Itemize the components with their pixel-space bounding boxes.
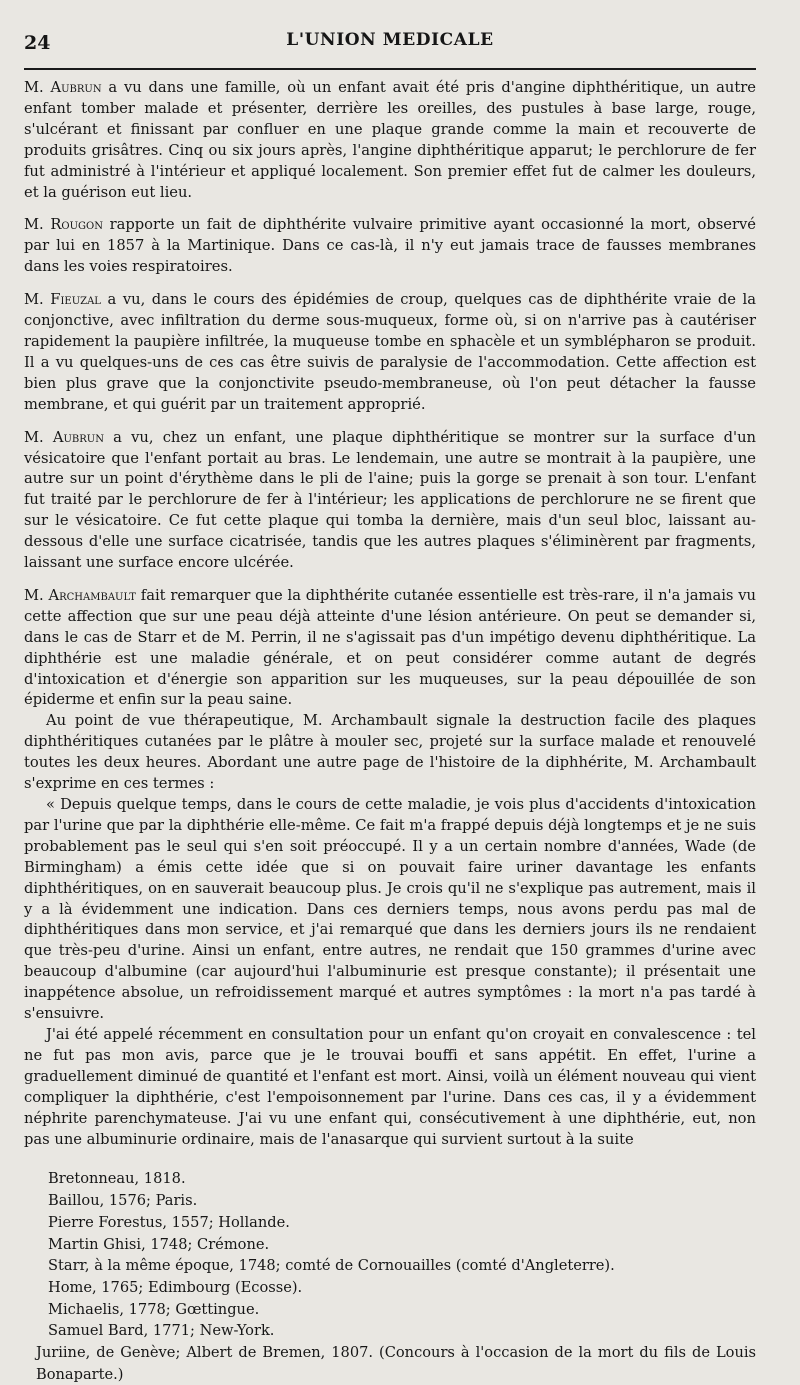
speaker-name: M. Archambault	[24, 586, 136, 604]
speaker-name: M. Fieuzal	[24, 291, 101, 309]
footnote-entry: Home, 1765; Edimbourg (Ecosse).	[48, 1278, 303, 1296]
paragraph	[24, 215, 756, 278]
journal-title: L'UNION MEDICALE	[286, 30, 494, 50]
paragraph-text: rapporte un fait de diphthérite vulvaire primitive ayant occasionné la mort, observé par lui en 1857 à la Martinique. Dans ce cas-là, il n'y eut jamais trace de fausses membranes dans les voies respiratoires.	[24, 216, 756, 276]
footnote-entry: Bretonneau, 1818.	[48, 1170, 186, 1188]
speaker-name: M. Aubrun	[24, 79, 102, 96]
paragraph	[24, 711, 756, 795]
paragraph	[24, 586, 756, 711]
paragraph-text: J'ai été appelé récemment en consultation pour un enfant qu'on croyait en convalescence : tel ne fut pas mon avis, parce que je le trouvai bouffi et sans appétit. En effet, l'urine a graduellement diminué de quantité et l'enfant est mort. Ainsi, voilà un élément nouveau qui vient compliquer la diphthérie, c'est l'empoisonnement par l'urine. Dans ces cas, il y a évidemment néphrite parenchymateuse. J'ai vu une enfant qui, consécutivement à une diphthérie, eut, non pas une albuminurie ordinaire, mais de l'anasarque qui survient surtout à la suite	[24, 1025, 756, 1148]
footnote-entry: Martin Ghisi, 1748; Crémone.	[48, 1235, 270, 1253]
paragraph-text: Au point de vue thérapeutique, M. Archambault signale la destruction facile des plaques diphthéritiques cutanées par le plâtre à mouler sec, projeté sur la surface malade et renouvelé toutes les deux heures. Abordant une autre page de l'histoire de la diphhérite, M. Archambault s'exprime en ces termes :	[24, 712, 756, 793]
footnote-entry: Baillou, 1576; Paris.	[48, 1192, 198, 1210]
header-rule	[24, 68, 756, 70]
paragraph	[24, 290, 756, 415]
paragraph-text: fait remarquer que la diphthérite cutanée essentielle est très-rare, il n'a jamais vu cette affection que sur une peau déjà atteinte d'une lésion antérieure. On peut se demander si, dans le cas de Starr et de M. Perrin, il ne s'agissait pas d'un impétigo devenu diphthéritique. La diphthérie est une maladie générale, et on peut considérer comme autant de degrés d'intoxication et d'énergie son apparition sur les muqueuses, sur la peau dépouillée de son épiderme et enfin sur la peau saine.	[24, 586, 756, 709]
footnote-entry: Michaelis, 1778; Gœttingue.	[48, 1300, 260, 1318]
paragraph-text: « Depuis quelque temps, dans le cours de cette maladie, je vois plus d'accidents d'intoxication par l'urine que par la diphthérie elle-même. Ce fait m'a frappé depuis déjà longtemps et je ne suis probablement pas le seul qui s'en soit préoccupé. Il y a un certain nombre d'années, Wade (de Birmingham) a émis cette idée que si on pouvait faire uriner davantage les enfants diphthéritiques, on en sauverait beaucoup plus. Je crois qu'il ne s'explique pas autrement, mais il y a là évidemment une indication. Dans ces derniers temps, nous avons perdu pas mal de diphthéritiques dans mon service, et j'ai remarqué que dans les derniers jours ils ne rendaient que très-peu d'urine. Ainsi un enfant, entre autres, ne rendait que 150 grammes d'urine avec beaucoup d'albumine (car aujourd'hui l'albuminurie est presque constante); il présentait une inappétence absolue, un refroidissement marqué et autres symptômes : la mort n'a pas tardé à s'ensuivre.	[24, 796, 756, 1023]
quoted-paragraph	[24, 795, 756, 1025]
speaker-name: M. Aubrun	[24, 428, 104, 446]
paragraph-text: a vu, chez un enfant, une plaque diphthéritique se montrer sur la surface d'un vésicatoire que l'enfant portait au bras. Le lendemain, une autre se montrait à la paupière, une autre sur un point d'érythème dans le pli de l'aine; puis la gorge se prenait à son tour. L'enfant fut traité par le perchlorure de fer à l'intérieur; les applications de perchlorure ne se firent que sur le vésicatoire. Ce fut cette plaque qui tomba la dernière, mais d'un seul bloc, laissant au-dessous d'elle une surface cicatrisée, tandis que les autres plaques s'éliminèrent par fragments, laissant une surface encore ulcérée.	[24, 428, 756, 572]
footnotes	[24, 1168, 756, 1385]
paragraph	[24, 428, 756, 574]
speaker-name: M. Rougon	[24, 216, 103, 234]
paragraph	[24, 78, 756, 203]
paragraph-text: a vu dans une famille, où un enfant avait été pris d'angine diphthéritique, un autre enfant tomber malade et présenter, derrière les oreilles, des pustules à base large, rouge, s'ulcérant et finissant par confluer en une plaque grande comme la main et recouverte de produits grisâtres. Cinq ou six jours après, l'angine diphthéritique apparut; le perchlorure de fer fut administré à l'intérieur et appliqué localement. Son premier effet fut de calmer les douleurs, et la guérison eut lieu.	[24, 79, 756, 201]
page-number: 24	[24, 32, 51, 54]
paragraph-text: a vu, dans le cours des épidémies de croup, quelques cas de diphthérite vraie de la conjonctive, avec infiltration du derme sous-muqueux, forme où, si on n'arrive pas à cautériser rapidement la paupière infiltrée, la muqueuse tombe en sphacèle et un symblépharon se produit. Il a vu quelques-uns de ces cas être suivis de paralysie de l'accommodation. Cette affection est bien plus grave que la conjonctivite pseudo-membraneuse, où l'on peut détacher la fausse membrane, et qui guérit par un traitement approprié.	[24, 291, 756, 413]
footnote-entry: Juriine, de Genève; Albert de Bremen, 1807. (Concours à l'occasion de la mort du fils de Louis Bonaparte.)	[36, 1344, 756, 1383]
footnote-entry: Starr, à la même époque, 1748; comté de Cornouailles (comté d'Angleterre).	[48, 1257, 615, 1275]
footnote-entry: Pierre Forestus, 1557; Hollande.	[48, 1213, 290, 1231]
article-body	[24, 78, 756, 1150]
quoted-paragraph	[24, 1025, 756, 1150]
footnote-entry: Samuel Bard, 1771; New-York.	[48, 1322, 275, 1340]
page-header	[24, 26, 756, 60]
